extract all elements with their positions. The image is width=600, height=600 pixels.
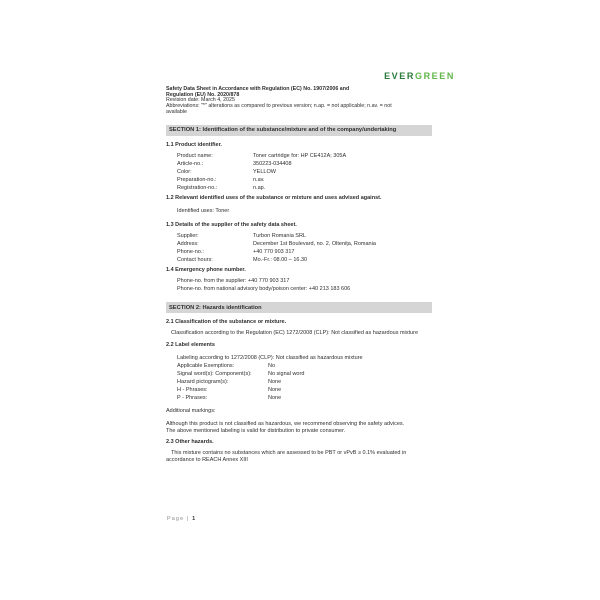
field-value: n.av. — [253, 177, 265, 184]
page-footer-separator: | — [186, 516, 190, 522]
field-label: Signal word(s): Component(s): — [177, 371, 252, 378]
field-label: Registration-no.: — [177, 185, 218, 192]
heading-1-3: 1.3 Details of the supplier of the safety data sheet. — [166, 221, 297, 228]
field-value: YELLOW — [253, 169, 276, 176]
product-identifier-table — [177, 152, 456, 192]
section-2-header: SECTION 2: Hazards identification — [166, 302, 432, 313]
table-row — [177, 168, 456, 176]
additional-markings-notes — [166, 421, 428, 435]
field-label: Color: — [177, 169, 192, 176]
field-label: Contact hours: — [177, 257, 213, 264]
document-header — [166, 87, 400, 116]
field-label: Product name: — [177, 153, 213, 160]
emergency-phone-lines — [166, 278, 456, 293]
heading-1-1: 1.1 Product identifier. — [166, 141, 222, 148]
heading-2-2: 2.2 Label elements — [166, 342, 215, 348]
revision-date: Revision date: March 4, 2025 — [166, 97, 235, 104]
classification-text: Classification according to the Regulation (EC) 1272/2008 (CLP): Not classified as hazardous mixture — [171, 330, 419, 336]
field-label: P - Phrases: — [177, 395, 208, 402]
field-value: None — [268, 379, 282, 386]
field-value: No — [268, 363, 276, 370]
table-row — [177, 176, 456, 184]
heading-1-4: 1.4 Emergency phone number. — [166, 267, 246, 274]
field-label: Article-no.: — [177, 161, 204, 168]
note-line: Although this product is not classified as hazardous, we recommend observing the safety advices. — [166, 421, 405, 428]
field-label: Preparation-no.: — [177, 177, 217, 184]
section-1-header: SECTION 1: Identification of the substance/mixture and of the company/undertaking — [166, 125, 432, 136]
evergreen-logo-part2: GREEN — [414, 71, 455, 81]
field-value: n.ap. — [253, 185, 266, 192]
table-row — [177, 248, 456, 256]
field-value: Turbon Romania SRL — [253, 233, 306, 240]
table-row — [177, 362, 456, 370]
table-row — [177, 184, 456, 192]
label-elements-table — [177, 362, 456, 402]
table-row — [177, 232, 456, 240]
field-label: H - Phrases: — [177, 387, 208, 394]
page-number: 1 — [192, 516, 197, 522]
phone-line: Phone-no. from the supplier: +40 770 903 317 — [177, 278, 290, 285]
heading-2-1: 2.1 Classification of the substance or mixture. — [166, 319, 287, 326]
page-footer — [167, 516, 196, 522]
sds-document — [166, 71, 456, 464]
abbreviations-note: Abbreviations: "*" alterations as compared to previous version; n.ap. = not applicable; n.av. = not available — [166, 103, 392, 115]
supplier-table — [177, 232, 456, 264]
field-label: Applicable Exemptions: — [177, 363, 235, 370]
field-value: December 1st Boulevard, no. 2, Oltenița, Romania — [253, 241, 376, 248]
table-row — [177, 378, 456, 386]
note-line: The above mentioned labeling is valid for distribution to private consumer. — [166, 428, 346, 435]
table-row — [177, 394, 456, 402]
table-row — [177, 386, 456, 394]
field-label: Hazard pictogram(s): — [177, 379, 229, 386]
field-value: No signal word — [268, 371, 305, 378]
additional-markings-label: Additional markings: — [166, 408, 216, 415]
heading-2-3: 2.3 Other hazards. — [166, 439, 214, 446]
table-row — [177, 256, 456, 264]
document-title: Safety Data Sheet in Accordance with Regulation (EC) No. 1907/2006 and Regulation (EU) No. 2020/878 — [166, 86, 350, 98]
phone-line: Phone-no. from national advisory body/poison center: +40 213 183 606 — [177, 285, 351, 292]
heading-1-2: 1.2 Relevant identified uses of the substance or mixture and uses advised against. — [166, 195, 382, 202]
field-label: Phone-no.: — [177, 249, 204, 256]
field-value: 350223-034408 — [253, 161, 292, 168]
field-value: None — [268, 395, 282, 402]
evergreen-logo — [166, 71, 455, 81]
field-value: None — [268, 387, 282, 394]
table-row — [177, 240, 456, 248]
labeling-intro: Labeling according to 1272/2008 (CLP): Not classified as hazardous mixture — [177, 354, 363, 361]
other-hazards-text: This mixture contains no substances which are assessed to be PBT or vPvB ≥ 0.1% evaluated in accordance to REACH Annex XIII — [166, 449, 407, 463]
field-value: Toner cartridge for: HP CE412A; 305A — [253, 153, 347, 160]
field-value: +40 770 903 317 — [253, 249, 295, 256]
page-footer-word: Page — [167, 516, 185, 522]
field-value: Mo.-Fr.: 08.00 – 16.30 — [253, 257, 308, 264]
field-label: Address: — [177, 241, 199, 248]
table-row — [177, 152, 456, 160]
identified-uses: Identified uses: Toner — [177, 208, 230, 215]
table-row — [177, 370, 456, 378]
evergreen-logo-part1: EVER — [384, 71, 415, 81]
table-row — [177, 160, 456, 168]
field-label: Supplier: — [177, 233, 199, 240]
